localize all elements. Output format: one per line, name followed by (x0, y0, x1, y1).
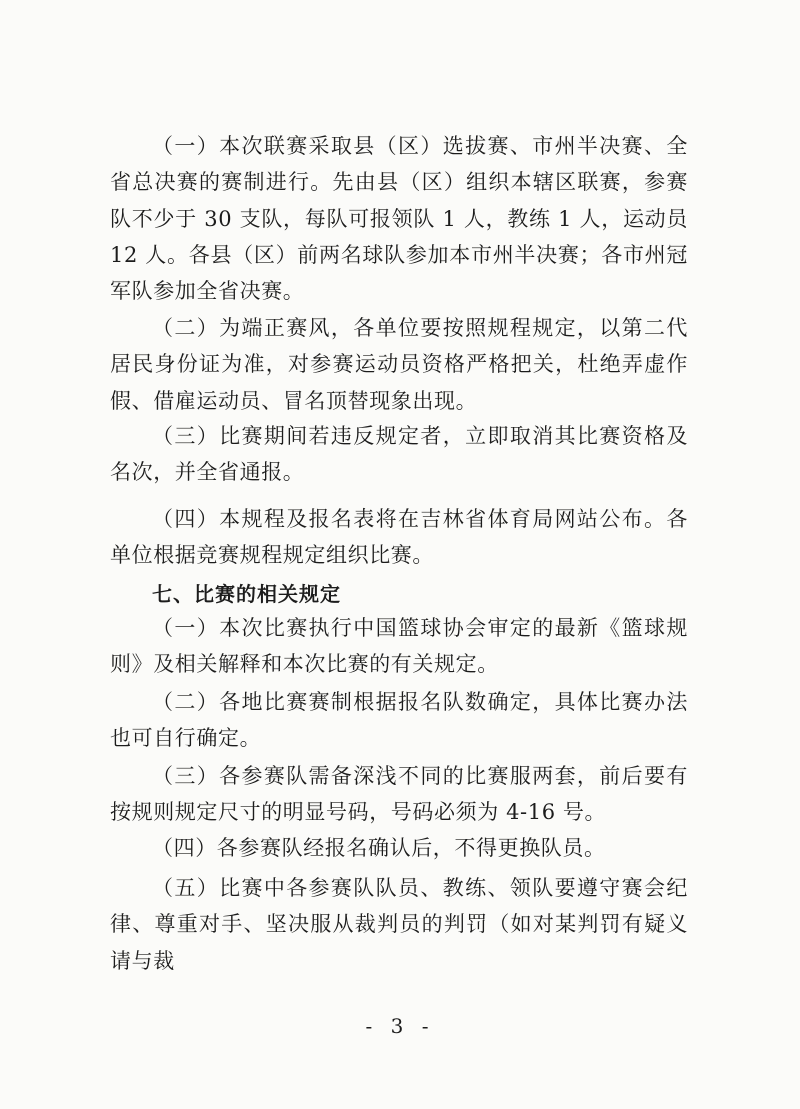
paragraph-rule-4: （四）本规程及报名表将在吉林省体育局网站公布。各单位根据竞赛规程规定组织比赛。 (110, 507, 688, 568)
paragraph-regulation-4: （四）各参赛队经报名确认后，不得更换队员。 (152, 836, 606, 860)
paragraph-regulation-3: （三）各参赛队需备深浅不同的比赛服两套，前后要有按规则规定尺寸的明显号码，号码必须为 4-16 号。 (110, 764, 688, 825)
section-heading-related-rules: 七、比赛的相关规定 (152, 582, 341, 606)
paragraph-rule-3: （三）比赛期间若违反规定者，立即取消其比赛资格及名次，并全省通报。 (110, 424, 688, 485)
page-number: - 3 - (365, 1014, 435, 1038)
paragraph-regulation-1: （一）本次比赛执行中国篮球协会审定的最新《篮球规则》及相关解释和本次比赛的有关规定。 (110, 616, 688, 677)
paragraph-rule-2: （二）为端正赛风，各单位要按照规程规定，以第二代居民身份证为准，对参赛运动员资格严格把关，杜绝弄虚作假、借雇运动员、冒名顶替现象出现。 (110, 316, 688, 413)
paragraph-regulation-2: （二）各地比赛赛制根据报名队数确定，具体比赛办法也可自行确定。 (110, 690, 688, 751)
paragraph-regulation-5: （五）比赛中各参赛队队员、教练、领队要遵守赛会纪律、尊重对手、坚决服从裁判员的判罚（如对某判罚有疑义请与裁 (110, 876, 688, 973)
paragraph-rule-1: （一）本次联赛采取县（区）选拔赛、市州半决赛、全省总决赛的赛制进行。先由县（区）组织本辖区联赛，参赛队不少于 30 支队，每队可报领队 1 人，教练 1 人，运动员 12 人。各县（区）前两名球队参加本市州半决赛；各市州冠军队参加全省决赛。 (110, 134, 688, 304)
